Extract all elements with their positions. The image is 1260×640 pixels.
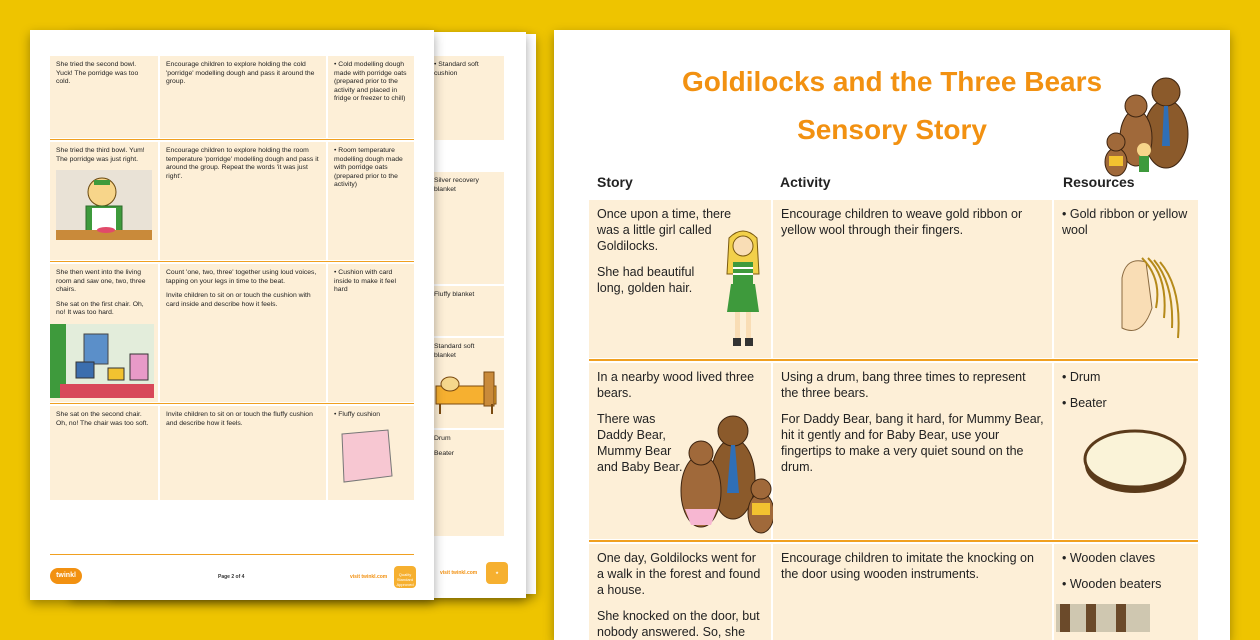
page-number: Page 2 of 4 — [218, 574, 245, 580]
wooden-beaters-illustration — [1056, 602, 1150, 632]
footer-link[interactable]: visit twinkl.com — [350, 574, 388, 580]
column-header-activity: Activity — [780, 174, 831, 190]
row-separator — [50, 139, 414, 140]
back-resource-text: • Standard soft cushion — [434, 61, 479, 77]
bears-header-illustration — [1098, 66, 1198, 178]
resource-text: • Fluffy cushion — [334, 411, 408, 420]
left-page — [30, 30, 434, 600]
three-bears-illustration — [675, 409, 779, 539]
back-resource-cell — [428, 172, 504, 284]
hand-with-wool-illustration — [1112, 248, 1192, 344]
story-text: There was Daddy Bear, Mummy Bear and Baby Bear. — [597, 412, 683, 474]
back-resource-cell — [428, 430, 504, 536]
footer-rule — [50, 554, 414, 555]
activity-text: Invite children to sit on or touch the fluffy cushion and describe how it feels. — [166, 411, 313, 427]
back-resource-text: Silver recovery blanket — [434, 177, 479, 193]
left-activity-cell — [160, 264, 326, 402]
bed-illustration — [434, 366, 500, 418]
drum-illustration — [1080, 425, 1190, 495]
left-footer — [30, 566, 434, 590]
activity-cell — [773, 363, 1052, 539]
back-footer-badge: ★ — [486, 562, 508, 584]
resources-cell — [1054, 544, 1198, 640]
story-text: She sat on the second chair. Oh, no! The chair was too soft. — [56, 411, 149, 427]
column-header-resources: Resources — [1063, 174, 1135, 190]
resource-text: • Room temperature modelling dough made with porridge oats (prepared prior to the activity) — [334, 147, 408, 190]
story-text: She then went into the living room and saw one, two, three chairs. — [56, 269, 146, 294]
row-separator — [589, 359, 1198, 361]
back-resource-text: Fluffy blanket — [434, 291, 475, 298]
quality-badge — [394, 566, 416, 588]
story-text: She sat on the first chair. Oh, no! It was too hard. — [56, 300, 144, 317]
twinkl-logo[interactable]: twinkl — [50, 568, 82, 584]
story-text: She tried the third bowl. Yum! The porridge was just right. — [56, 147, 145, 163]
activity-cell — [773, 544, 1052, 640]
column-header-story: Story — [597, 174, 633, 190]
left-story-cell — [50, 264, 158, 402]
goldilocks-eating-illustration — [56, 170, 152, 240]
resource-text: • Cold modelling dough made with porridge oats (prepared prior to the activity and placed in fridge or freezer to chill) — [334, 61, 408, 104]
story-text: Once upon a time, there was a little girl called Goldilocks. — [597, 207, 732, 253]
activity-text: Encourage children to weave gold ribbon or yellow wool through their fingers. — [781, 207, 1023, 237]
activity-text: Using a drum, bang three times to represent the three bears. — [781, 370, 1026, 400]
activity-text: Encourage children to explore holding the room temperature 'porridge' modelling dough and pass it around the group. Repeat the words 'it was just right'. — [166, 147, 319, 180]
row-separator — [589, 540, 1198, 542]
left-story-cell — [50, 406, 158, 500]
story-text: She had beautiful long, golden hair. — [597, 265, 695, 295]
left-story-cell — [50, 56, 158, 138]
left-activity-cell — [160, 56, 326, 138]
resource-text: • Beater — [1062, 395, 1190, 411]
page-title: Goldilocks and the Three Bears — [681, 66, 1103, 97]
back-resource-text: Standard soft blanket — [434, 343, 475, 359]
resource-text: • Drum — [1062, 369, 1190, 385]
activity-text: Encourage children to imitate the knocking on the door using wooden instruments. — [781, 551, 1034, 581]
resource-text: • Wooden claves — [1062, 550, 1190, 566]
back-resource-cell — [428, 286, 504, 336]
resources-cell — [1054, 363, 1198, 539]
left-story-cell — [50, 142, 158, 260]
resource-text: • Wooden beaters — [1062, 576, 1190, 592]
fluffy-cushion-illustration — [334, 426, 396, 486]
resources-cell — [1054, 200, 1198, 358]
resource-text: • Gold ribbon or yellow wool — [1062, 206, 1190, 238]
back-resource-cell — [428, 56, 504, 140]
story-text: One day, Goldilocks went for a walk in the forest and found a house. — [597, 551, 761, 597]
left-resources-cell — [328, 56, 414, 138]
left-resources-cell — [328, 406, 414, 500]
left-resources-cell — [328, 142, 414, 260]
left-resources-cell — [328, 264, 414, 402]
row-separator — [50, 403, 414, 404]
activity-text: Count 'one, two, three' together using loud voices, tapping on your legs in time to the beat. — [166, 269, 317, 285]
back-resource-cell — [428, 338, 504, 428]
story-text: She tried the second bowl. Yuck! The porridge was too cold. — [56, 61, 139, 86]
page-subtitle: Sensory Story — [797, 114, 987, 145]
activity-text: Invite children to sit on or touch the cushion with card inside and describe how it feels. — [166, 292, 311, 308]
left-activity-cell — [160, 406, 326, 500]
activity-text: Encourage children to explore holding the cold 'porridge' modelling dough and pass it around the group. — [166, 61, 315, 86]
right-page — [554, 30, 1230, 640]
story-text: In a nearby wood lived three bears. — [597, 370, 755, 400]
left-activity-cell — [160, 142, 326, 260]
activity-cell — [773, 200, 1052, 358]
activity-text: For Daddy Bear, bang it hard, for Mummy Bear, hit it gently and for Baby Bear, use your fingertips to make a very quiet sound on the drum. — [781, 412, 1044, 474]
back-resource-text: Beater — [434, 449, 455, 457]
three-chairs-illustration — [50, 324, 154, 398]
back-footer-link[interactable]: visit twinkl.com — [440, 570, 478, 576]
back-resource-text: Drum — [434, 435, 451, 442]
story-cell — [589, 363, 771, 539]
story-cell — [589, 544, 771, 640]
row-separator — [50, 261, 414, 262]
story-text: She knocked on the door, but nobody answered. So, she — [597, 609, 760, 639]
goldilocks-illustration — [723, 228, 763, 358]
resource-text: • Cushion with card inside to make it feel hard — [334, 269, 408, 295]
story-cell — [589, 200, 771, 358]
quality-badge-text: Quality Standard Approved — [396, 572, 414, 587]
